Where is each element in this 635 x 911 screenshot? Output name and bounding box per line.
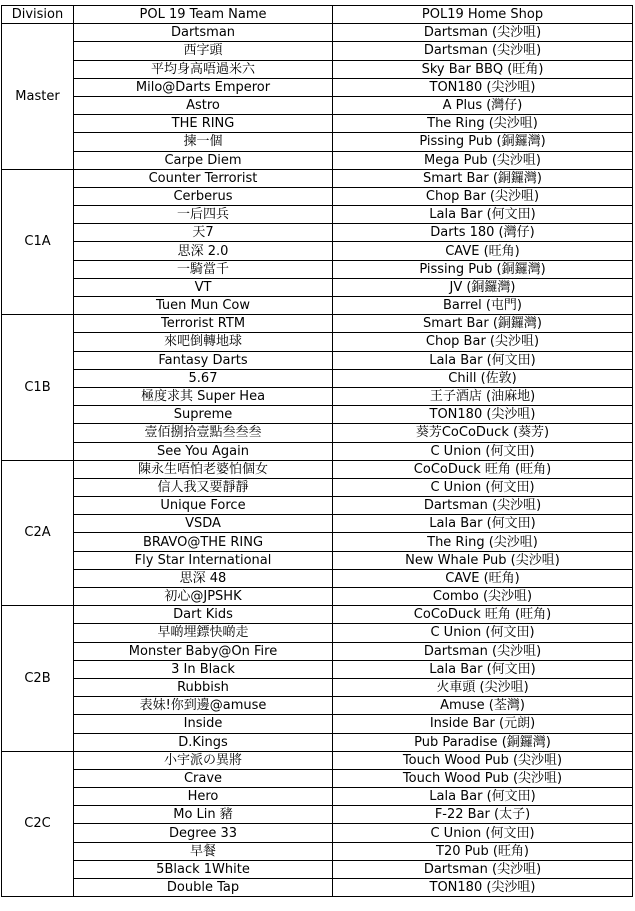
table-row [2,242,633,260]
home-shop-cell: C Union (何文田) [333,478,633,496]
table-row [2,624,633,642]
team-name-cell: 小宇派の異將 [74,751,333,769]
team-name-cell: 初心@JPSHK [74,588,333,606]
home-shop-cell: Amuse (荃灣) [333,697,633,715]
team-name-cell: 思深 48 [74,569,333,587]
team-name-cell: 揀一個 [74,133,333,151]
table-row [2,751,633,769]
table-row [2,424,633,442]
home-shop-cell: Combo (尖沙咀) [333,588,633,606]
home-shop-cell: T20 Pub (旺角) [333,842,633,860]
team-name-cell: See You Again [74,442,333,460]
table-row [2,78,633,96]
home-shop-cell: Chop Bar (尖沙咀) [333,187,633,205]
table-row [2,442,633,460]
table-row [2,515,633,533]
team-name-cell: 壹佰捌拾壹點叁叁叁 [74,424,333,442]
home-shop-cell: CAVE (旺角) [333,242,633,260]
table-row [2,642,633,660]
home-shop-cell: Inside Bar (元朗) [333,715,633,733]
home-shop-cell: A Plus (灣仔) [333,96,633,114]
home-shop-cell: Smart Bar (銅鑼灣) [333,169,633,187]
division-cell: Master [2,24,74,170]
team-name-cell: Carpe Diem [74,151,333,169]
team-name-cell: Fantasy Darts [74,351,333,369]
home-shop-cell: 葵芳CoCoDuck (葵芳) [333,424,633,442]
team-name-cell: Crave [74,769,333,787]
team-name-cell: 早啲埋鏢快啲走 [74,624,333,642]
home-shop-cell: Dartsman (尖沙咀) [333,860,633,878]
team-name-cell: 陳永生唔怕老婆怕個女 [74,460,333,478]
home-shop-cell: Lala Bar (何文田) [333,660,633,678]
division-cell: C2C [2,751,74,897]
home-shop-cell: Pub Paradise (銅鑼灣) [333,733,633,751]
home-shop-cell: TON180 (尖沙咀) [333,879,633,897]
table-row [2,569,633,587]
division-cell: C2B [2,606,74,752]
table-row [2,115,633,133]
home-shop-cell: Barrel (屯門) [333,297,633,315]
table-row [2,133,633,151]
home-shop-cell: Pissing Pub (銅鑼灣) [333,133,633,151]
table-row [2,660,633,678]
table-row [2,169,633,187]
team-name-cell: 極度求其 Super Hea [74,387,333,405]
table-row [2,879,633,897]
team-name-cell: Astro [74,96,333,114]
table-row [2,842,633,860]
team-name-header: POL 19 Team Name [74,6,333,24]
table-row [2,460,633,478]
table-row [2,297,633,315]
team-name-cell: Monster Baby@On Fire [74,642,333,660]
team-name-cell: Double Tap [74,879,333,897]
team-name-cell: Dartsman [74,24,333,42]
team-name-cell: 天7 [74,224,333,242]
home-shop-cell: Lala Bar (何文田) [333,206,633,224]
header-row [2,6,633,24]
table-row [2,678,633,696]
team-name-cell: Rubbish [74,678,333,696]
team-name-cell: Hero [74,788,333,806]
team-name-cell: VT [74,278,333,296]
team-name-cell: VSDA [74,515,333,533]
home-shop-cell: Chop Bar (尖沙咀) [333,333,633,351]
table-row [2,151,633,169]
home-shop-cell: CoCoDuck 旺角 (旺角) [333,460,633,478]
table-row [2,860,633,878]
team-name-cell: Mo Lin 豬 [74,806,333,824]
home-shop-cell: Lala Bar (何文田) [333,351,633,369]
division-table [1,5,633,897]
home-shop-cell: Pissing Pub (銅鑼灣) [333,260,633,278]
table-row [2,788,633,806]
team-name-cell: Inside [74,715,333,733]
home-shop-cell: Lala Bar (何文田) [333,515,633,533]
table-row [2,224,633,242]
table-row [2,606,633,624]
table-row [2,351,633,369]
home-shop-cell: Dartsman (尖沙咀) [333,24,633,42]
table-row [2,260,633,278]
home-shop-cell: C Union (何文田) [333,824,633,842]
home-shop-cell: Touch Wood Pub (尖沙咀) [333,751,633,769]
home-shop-cell: 王子酒店 (油麻地) [333,387,633,405]
table-row [2,315,633,333]
table-row [2,769,633,787]
team-name-cell: 3 In Black [74,660,333,678]
table-row [2,733,633,751]
table-row [2,206,633,224]
home-shop-cell: 火車頭 (尖沙咀) [333,678,633,696]
home-shop-cell: Lala Bar (何文田) [333,788,633,806]
table-row [2,697,633,715]
team-name-cell: Supreme [74,406,333,424]
team-name-cell: D.Kings [74,733,333,751]
table-row [2,715,633,733]
team-name-cell: Cerberus [74,187,333,205]
home-shop-cell: F-22 Bar (太子) [333,806,633,824]
home-shop-cell: TON180 (尖沙咀) [333,78,633,96]
table-row [2,497,633,515]
division-cell: C1A [2,169,74,315]
team-name-cell: 信人我又要靜靜 [74,478,333,496]
home-shop-cell: C Union (何文田) [333,624,633,642]
team-name-cell: Fly Star International [74,551,333,569]
table-row [2,824,633,842]
team-name-cell: 一后四兵 [74,206,333,224]
team-name-cell: Tuen Mun Cow [74,297,333,315]
table-row [2,24,633,42]
team-name-cell: 5.67 [74,369,333,387]
table-row [2,406,633,424]
home-shop-cell: CoCoDuck 旺角 (旺角) [333,606,633,624]
home-shop-cell: C Union (何文田) [333,442,633,460]
table-row [2,806,633,824]
table-body [2,24,633,897]
team-name-cell: BRAVO@THE RING [74,533,333,551]
team-name-cell: 表妹!你到邊@amuse [74,697,333,715]
home-shop-cell: Dartsman (尖沙咀) [333,42,633,60]
team-name-cell: Dart Kids [74,606,333,624]
home-shop-cell: Dartsman (尖沙咀) [333,642,633,660]
team-name-cell: 5Black 1White [74,860,333,878]
table-row [2,588,633,606]
home-shop-cell: Touch Wood Pub (尖沙咀) [333,769,633,787]
home-shop-cell: Smart Bar (銅鑼灣) [333,315,633,333]
team-name-cell: 來吧倒轉地球 [74,333,333,351]
team-name-cell: Counter Terrorist [74,169,333,187]
table-row [2,60,633,78]
home-shop-cell: Mega Pub (尖沙咀) [333,151,633,169]
team-name-cell: THE RING [74,115,333,133]
home-shop-cell: Chill (佐敦) [333,369,633,387]
table-row [2,369,633,387]
division-cell: C2A [2,460,74,606]
home-shop-cell: Darts 180 (灣仔) [333,224,633,242]
home-shop-cell: Dartsman (尖沙咀) [333,497,633,515]
table-row [2,387,633,405]
team-name-cell: 一騎當千 [74,260,333,278]
home-shop-header: POL19 Home Shop [333,6,633,24]
team-name-cell: 平均身高唔過米六 [74,60,333,78]
table-row [2,478,633,496]
table-row [2,42,633,60]
table-row [2,533,633,551]
team-name-cell: 早餐 [74,842,333,860]
division-cell: C1B [2,315,74,461]
team-name-cell: Terrorist RTM [74,315,333,333]
table-row [2,333,633,351]
home-shop-cell: TON180 (尖沙咀) [333,406,633,424]
team-name-cell: Unique Force [74,497,333,515]
home-shop-cell: The Ring (尖沙咀) [333,533,633,551]
home-shop-cell: Sky Bar BBQ (旺角) [333,60,633,78]
home-shop-cell: CAVE (旺角) [333,569,633,587]
team-name-cell: 思深 2.0 [74,242,333,260]
team-name-cell: Degree 33 [74,824,333,842]
team-name-cell: 西字頭 [74,42,333,60]
table-row [2,551,633,569]
team-name-cell: Milo@Darts Emperor [74,78,333,96]
table-row [2,96,633,114]
division-header: Division [2,6,74,24]
home-shop-cell: New Whale Pub (尖沙咀) [333,551,633,569]
home-shop-cell: JV (銅鑼灣) [333,278,633,296]
table-row [2,187,633,205]
table-row [2,278,633,296]
home-shop-cell: The Ring (尖沙咀) [333,115,633,133]
